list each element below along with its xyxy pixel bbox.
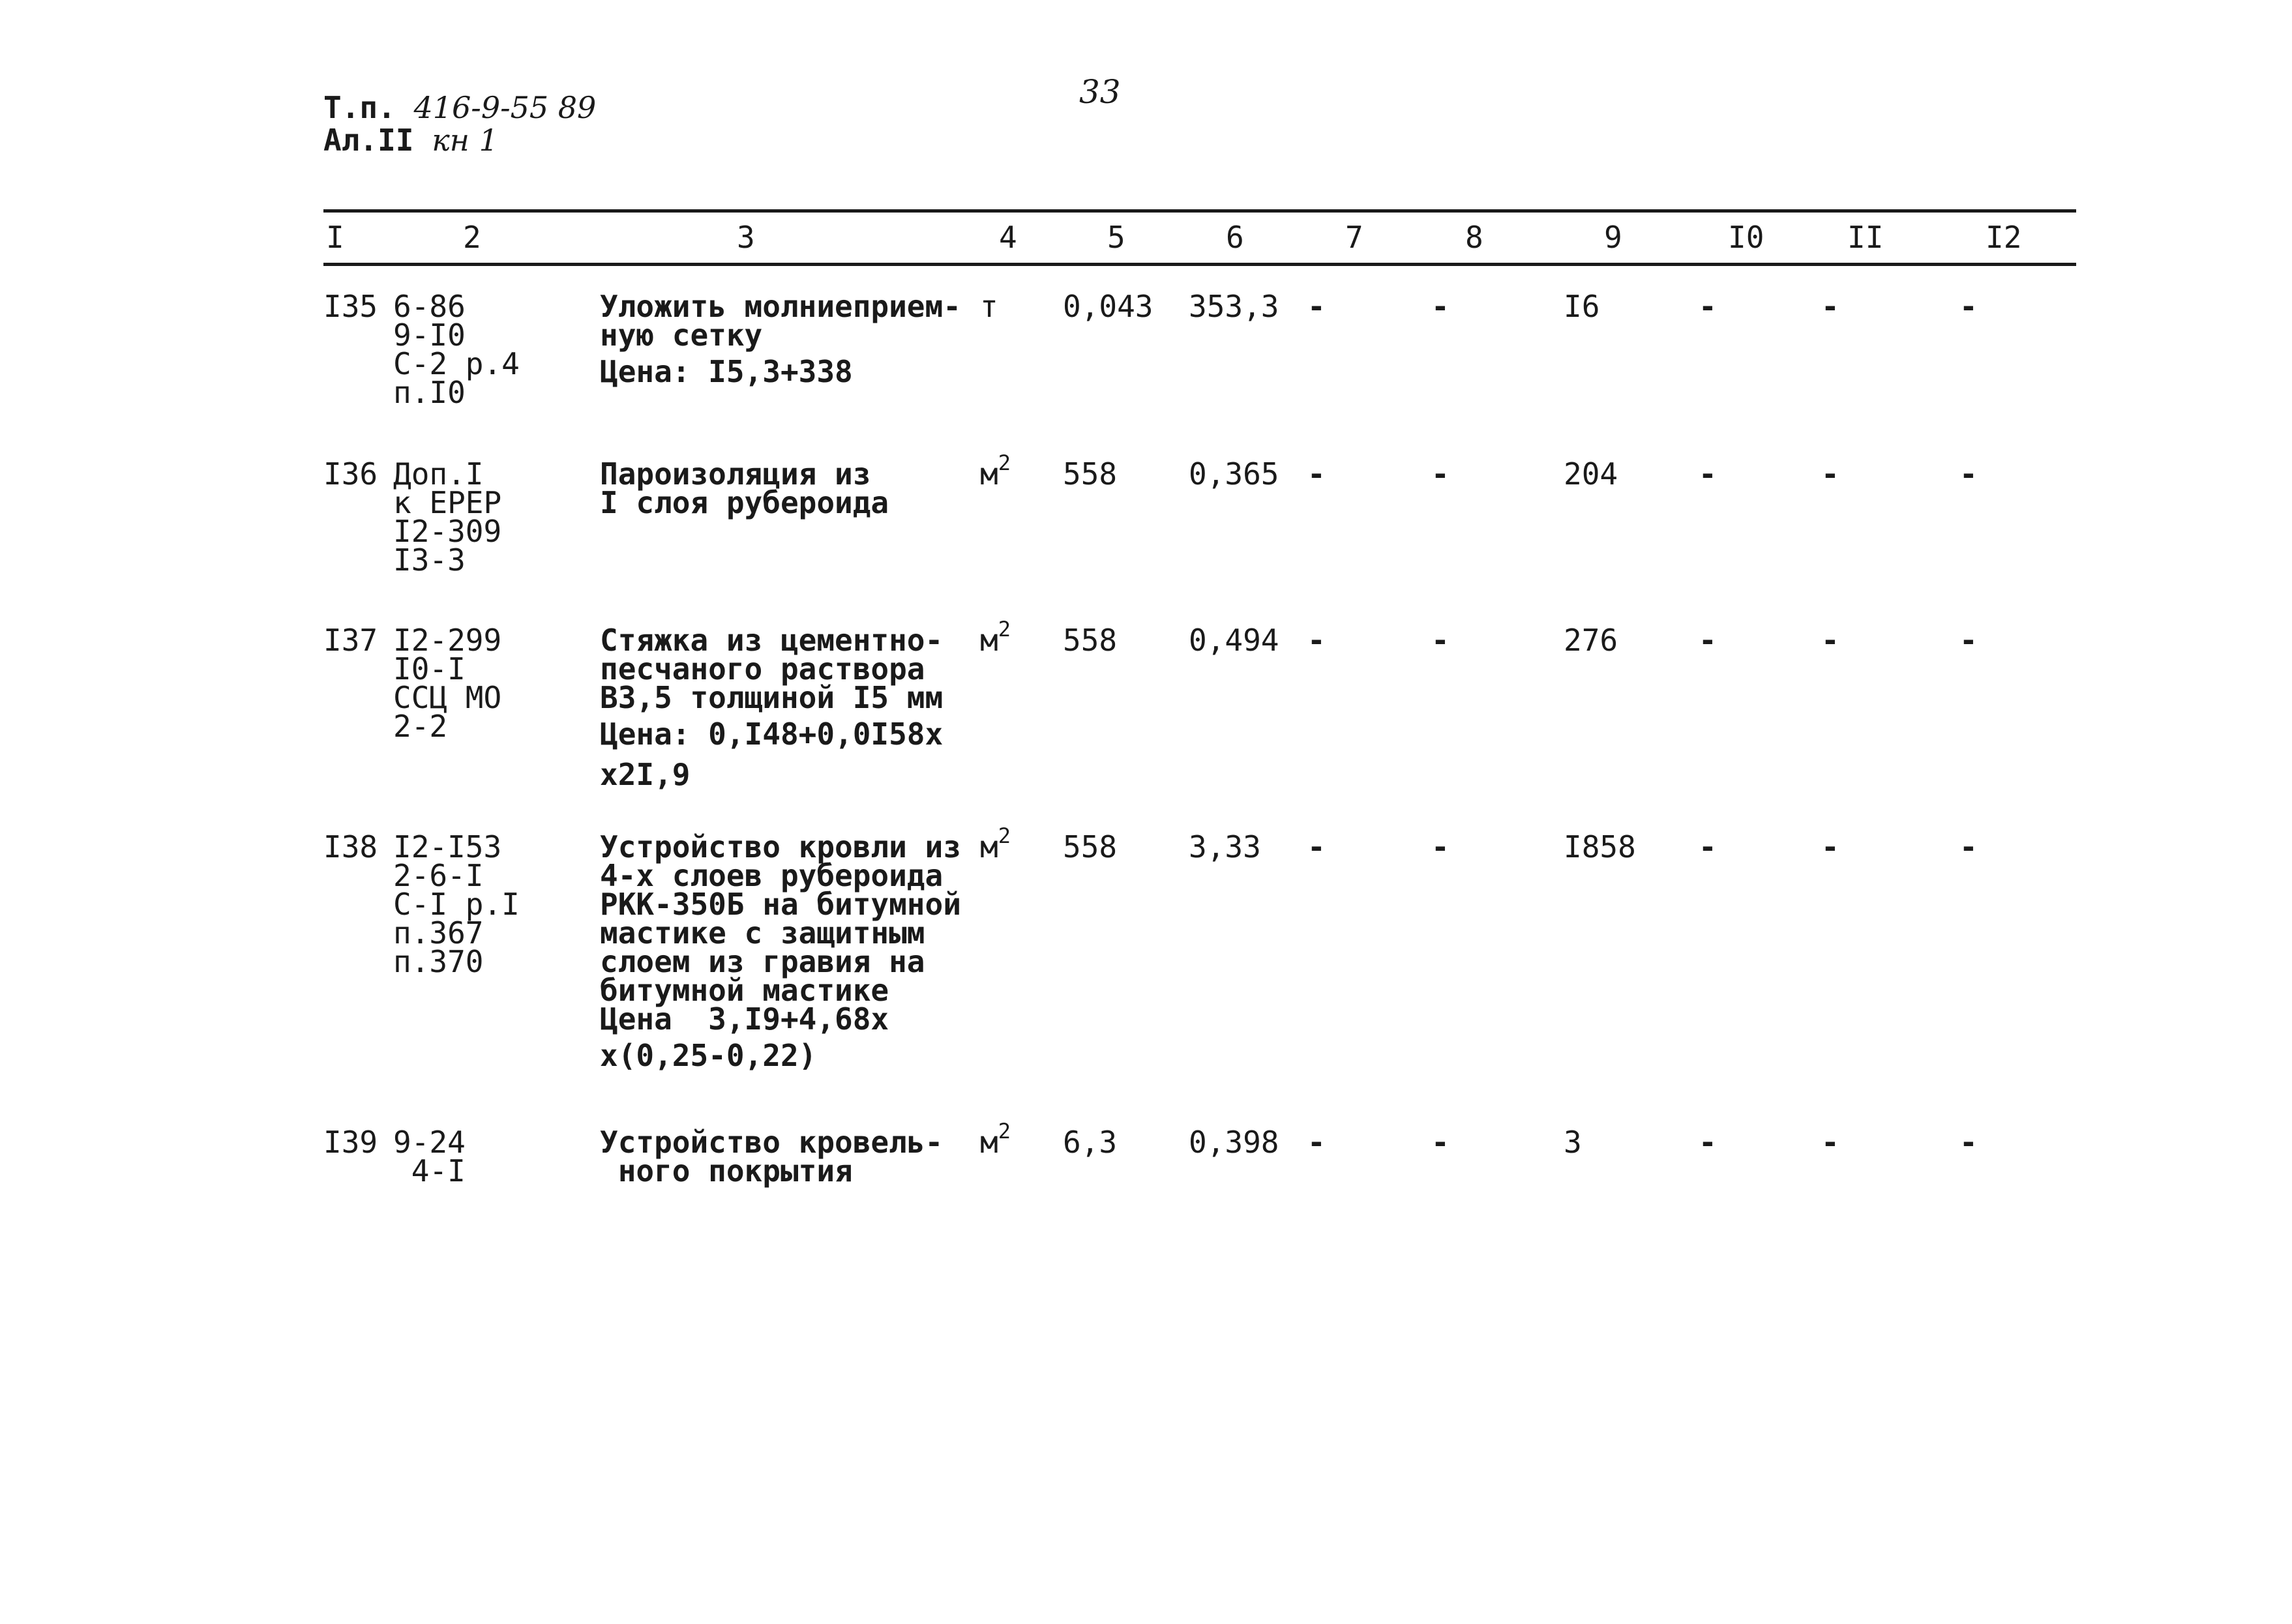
unit-cost-value: 0,494: [1189, 623, 1279, 658]
total-value: I6: [1564, 289, 1600, 324]
column-header-8: 8: [1465, 220, 1483, 255]
row-number: I35: [323, 289, 378, 324]
rate-code-line: п.I0: [393, 375, 466, 410]
quantity-value: 0,043: [1063, 289, 1153, 324]
rate-code-line: 2-2: [393, 709, 448, 744]
rate-code-line: С-I р.I: [393, 887, 520, 922]
rate-code-line: 6-86: [393, 289, 466, 324]
table-header-rule: [323, 263, 2076, 266]
quantity-value: 558: [1063, 829, 1118, 864]
price-formula-line: Цена: 0,I48+0,0I58х: [600, 716, 944, 752]
rate-code-line: 9-I0: [393, 317, 466, 353]
column-header-3: 3: [737, 220, 755, 255]
unit-base: м: [980, 623, 998, 658]
work-description-line: Устройство кровель-: [600, 1125, 944, 1160]
rate-code-line: п.370: [393, 944, 484, 979]
quantity-value: 6,3: [1063, 1125, 1118, 1160]
rate-code-line: ССЦ МО: [393, 680, 502, 715]
row-number: I37: [323, 623, 378, 658]
row-number: I38: [323, 829, 378, 864]
unit-exponent: 2: [998, 823, 1011, 848]
column-header-10: I0: [1728, 220, 1764, 255]
work-description-line: В3,5 толщиной I5 мм: [600, 680, 944, 715]
album-book: кн 1: [432, 123, 498, 158]
unit-cost-value: 353,3: [1189, 289, 1279, 324]
unit-exponent: 2: [998, 1119, 1011, 1144]
col12-dash: -: [1959, 829, 1978, 864]
unit-cost-value: 3,33: [1189, 829, 1261, 864]
work-description-line: слоем из гравия на: [600, 944, 925, 979]
work-description-line: 4-х слоев рубероида: [600, 858, 944, 893]
col11-dash: -: [1821, 829, 1839, 864]
unit-of-measure: [980, 289, 998, 324]
work-description-line: ного покрытия: [600, 1153, 853, 1188]
col10-dash: -: [1699, 289, 1717, 324]
total-value: 276: [1564, 623, 1618, 658]
doc-number: 416-9-55 89: [413, 90, 597, 125]
col12-dash: -: [1959, 1125, 1978, 1160]
col12-dash: -: [1959, 456, 1978, 492]
total-value: 3: [1564, 1125, 1582, 1160]
col10-dash: -: [1699, 1125, 1717, 1160]
work-description-line: Уложить молниеприем-: [600, 289, 961, 324]
col7-dash: -: [1307, 829, 1326, 864]
rate-code-line: п.367: [393, 915, 484, 951]
work-description-line: Пароизоляция из: [600, 456, 871, 492]
row-number: I36: [323, 456, 378, 492]
rate-code-line: I2-I53: [393, 829, 502, 864]
col11-dash: -: [1821, 456, 1839, 492]
album-line: [323, 123, 498, 158]
work-description-line: РКК-350Б на битумной: [600, 887, 961, 922]
total-value: 204: [1564, 456, 1618, 492]
col7-dash: -: [1307, 623, 1326, 658]
rate-code-line: I0-I: [393, 651, 466, 687]
col10-dash: -: [1699, 456, 1717, 492]
rate-code-line: С-2 р.4: [393, 346, 520, 381]
col7-dash: -: [1307, 289, 1326, 324]
rate-code-line: I2-309: [393, 514, 502, 549]
column-header-5: 5: [1107, 220, 1125, 255]
page-number: 33: [1079, 73, 1121, 111]
unit-of-measure: [980, 1119, 1011, 1160]
rate-code-line: I3-3: [393, 542, 466, 578]
col8-dash: -: [1431, 456, 1450, 492]
col11-dash: -: [1821, 1125, 1839, 1160]
unit-of-measure: [980, 450, 1011, 492]
col12-dash: -: [1959, 289, 1978, 324]
work-description-line: мастике с защитным: [600, 915, 925, 951]
col10-dash: -: [1699, 829, 1717, 864]
row-number: I39: [323, 1125, 378, 1160]
work-description-line: ную сетку: [600, 317, 763, 353]
rate-code-line: I2-299: [393, 623, 502, 658]
unit-exponent: 2: [998, 450, 1011, 475]
unit-base: м: [980, 1125, 998, 1160]
column-header-6: 6: [1226, 220, 1244, 255]
work-description-line: песчаного раствора: [600, 651, 925, 687]
col12-dash: -: [1959, 623, 1978, 658]
quantity-value: 558: [1063, 456, 1118, 492]
rate-code-line: 2-6-I: [393, 858, 484, 893]
work-description-line: Цена 3,I9+4,68х: [600, 1001, 889, 1037]
column-header-7: 7: [1345, 220, 1363, 255]
col7-dash: -: [1307, 456, 1326, 492]
table-top-rule: [323, 209, 2076, 213]
rate-code-line: к ЕРЕР: [393, 485, 502, 520]
work-description-line: Устройство кровли из: [600, 829, 961, 864]
unit-exponent: 2: [998, 617, 1011, 642]
unit-cost-value: 0,365: [1189, 456, 1279, 492]
unit-of-measure: [980, 617, 1011, 658]
total-value: I858: [1564, 829, 1636, 864]
column-header-12: I2: [1986, 220, 2022, 255]
unit-of-measure: [980, 823, 1011, 864]
rate-code-line: 9-24: [393, 1125, 466, 1160]
col11-dash: -: [1821, 623, 1839, 658]
price-formula-line: х(0,25-0,22): [600, 1038, 817, 1073]
col8-dash: -: [1431, 829, 1450, 864]
unit-cost-value: 0,398: [1189, 1125, 1279, 1160]
col11-dash: -: [1821, 289, 1839, 324]
col7-dash: -: [1307, 1125, 1326, 1160]
column-header-1: I: [326, 220, 344, 255]
price-formula-line: х2I,9: [600, 757, 691, 792]
price-formula-line: Цена: I5,3+338: [600, 354, 853, 389]
unit-base: м: [980, 829, 998, 864]
col8-dash: -: [1431, 1125, 1450, 1160]
col8-dash: -: [1431, 623, 1450, 658]
work-description-line: Стяжка из цементно-: [600, 623, 944, 658]
rate-code-line: Доп.I: [393, 456, 484, 492]
col10-dash: -: [1699, 623, 1717, 658]
column-header-2: 2: [463, 220, 481, 255]
work-description-line: битумной мастике: [600, 973, 889, 1008]
column-header-9: 9: [1604, 220, 1622, 255]
doc-code-line: [323, 90, 597, 125]
quantity-value: 558: [1063, 623, 1118, 658]
unit-base: т: [980, 289, 998, 324]
doc-prefix: Т.п.: [323, 90, 396, 125]
column-header-11: II: [1847, 220, 1884, 255]
unit-base: м: [980, 456, 998, 492]
album-prefix: Ал.II: [323, 123, 414, 158]
column-header-4: 4: [999, 220, 1017, 255]
col8-dash: -: [1431, 289, 1450, 324]
rate-code-line: 4-I: [393, 1153, 466, 1188]
work-description-line: I слоя рубероида: [600, 485, 889, 520]
